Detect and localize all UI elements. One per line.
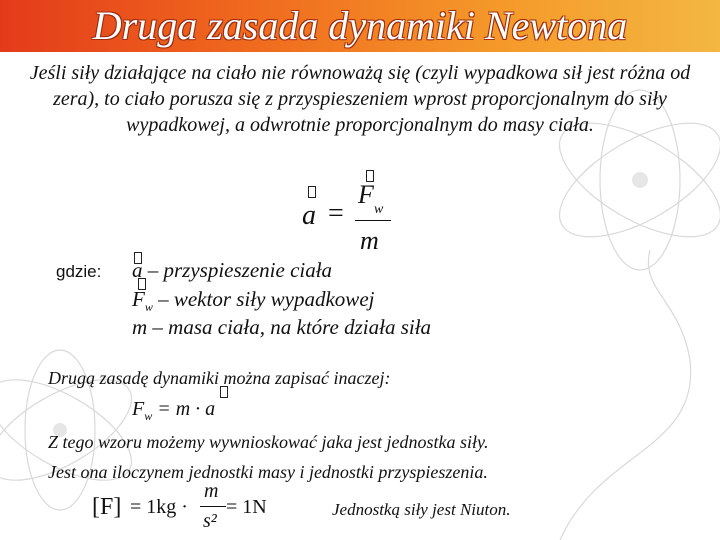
formula-numerator: F: [358, 180, 374, 209]
intro-paragraph: Jeśli siły działające na ciało nie równoważą się (czyli wypadkowa sił jest różna od zera), to ciało porusza się z przyspieszeniem wprost proporcjonalnym do siły wypadkowej, a odwrotnie proporcjonalnym do masy ciała.: [29, 62, 691, 136]
conclusion-line-1: Z tego wzoru możemy wywnioskować jaka jest jednostka siły.: [48, 432, 489, 452]
vector-marker-icon: [308, 186, 316, 198]
unit-formula-part2: = 1N: [226, 496, 267, 518]
alt-formula-rhs: = m · a: [152, 398, 216, 420]
unit-formula-part1: = 1kg ·: [130, 496, 188, 518]
unit-note: Jednostką siły jest Niuton.: [332, 500, 511, 519]
formula-equals: =: [328, 198, 344, 229]
fraction-line: [355, 220, 391, 221]
formula-denominator: m: [360, 226, 379, 255]
definition-item: $F_w$ – wektor siły wypadkowej: [132, 287, 375, 315]
unit-formula-num: m: [204, 480, 219, 502]
definition-item: m – masa ciała, na które działa siła: [132, 315, 432, 339]
definitions-label: gdzie:: [56, 262, 102, 281]
conclusion-line-2: Jest ona iloczynem jednostki masy i jednostki przyspieszenia.: [48, 462, 488, 482]
unit-fraction-line: [200, 506, 226, 507]
formula-numerator-sub: w: [374, 202, 384, 217]
unit-formula-den: s²: [203, 510, 217, 532]
slide-title: Druga zasada dynamiki Newtona: [92, 3, 628, 48]
alt-intro: Drugą zasadę dynamiki można zapisać inaczej:: [48, 368, 391, 388]
definition-item: a – przyspieszenie ciała: [132, 258, 333, 282]
vector-marker-icon: [220, 386, 228, 398]
alt-formula-lhs: F: [132, 398, 145, 420]
unit-formula-lhs: [F]: [92, 494, 122, 520]
formula-lhs: a: [302, 200, 316, 231]
